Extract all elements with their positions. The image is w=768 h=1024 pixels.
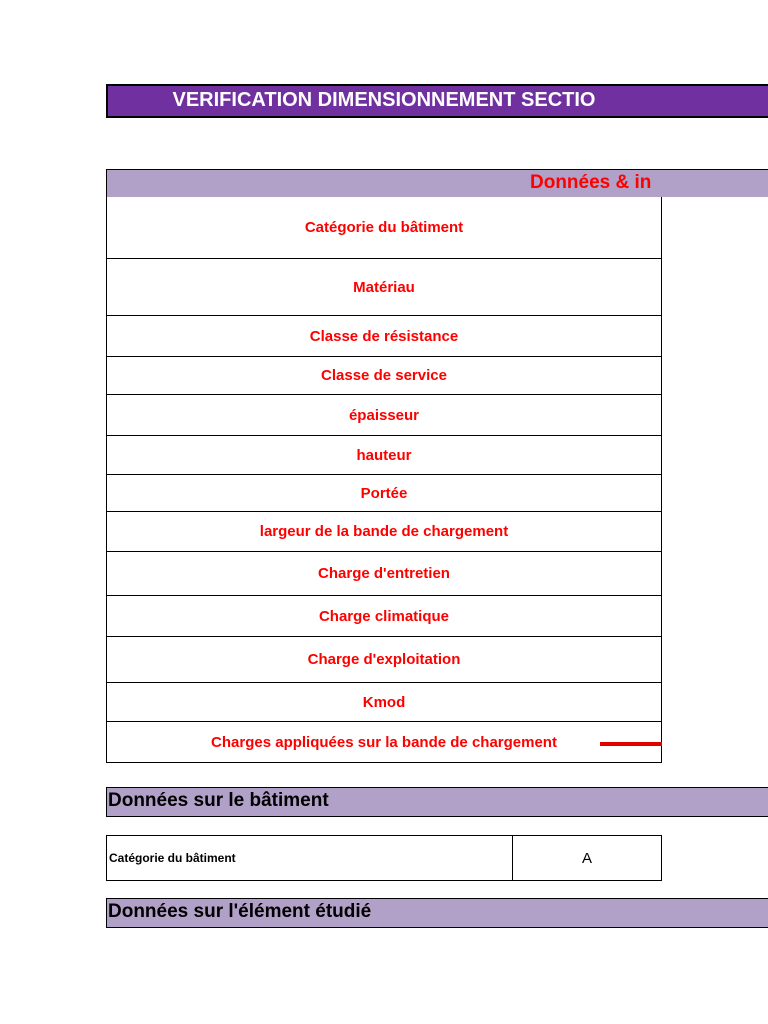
input-row-material: Matériau: [106, 259, 662, 316]
input-row-span: Portée: [106, 475, 662, 512]
input-row-load-strip-width: largeur de la bande de chargement: [106, 512, 662, 552]
red-line-marker: [600, 742, 662, 746]
inputs-section-title: Données & in: [530, 172, 652, 193]
building-category-value[interactable]: A: [581, 849, 592, 867]
input-row-climatic-load: Charge climatique: [106, 596, 662, 637]
building-category-label: Catégorie du bâtiment: [107, 836, 513, 880]
page-title: VERIFICATION DIMENSIONNEMENT SECTIO: [172, 89, 596, 111]
input-row-kmod: Kmod: [106, 683, 662, 722]
input-row-service-class: Classe de service: [106, 357, 662, 395]
input-row-height: hauteur: [106, 436, 662, 475]
building-section-title: Données sur le bâtiment: [108, 790, 329, 811]
inputs-section-header: [106, 169, 768, 197]
element-section-title: Données sur l'élément étudié: [108, 901, 372, 922]
input-row-maintenance-load: Charge d'entretien: [106, 552, 662, 596]
input-row-strength-class: Classe de résistance: [106, 316, 662, 357]
input-row-operating-load: Charge d'exploitation: [106, 637, 662, 683]
input-row-applied-loads: Charges appliquées sur la bande de chargement: [106, 722, 662, 763]
input-row-thickness: épaisseur: [106, 395, 662, 436]
building-category-row: [106, 835, 662, 881]
input-row-building-category: Catégorie du bâtiment: [106, 197, 662, 259]
